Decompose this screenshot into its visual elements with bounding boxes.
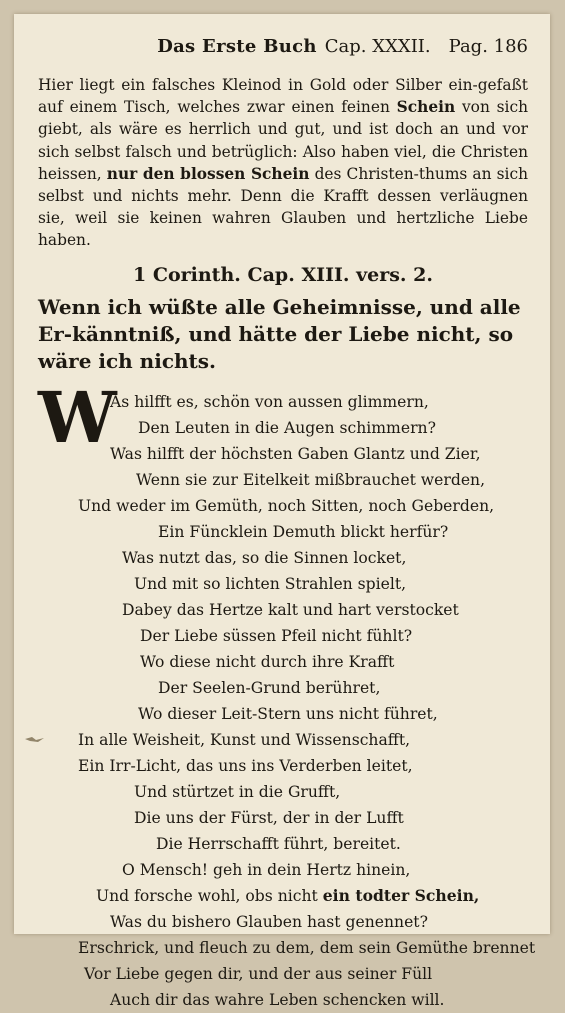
reference-text: 1 Corinth. Cap. XIII. vers. 2. [133, 263, 433, 286]
explanation-paragraph [38, 74, 528, 252]
prose-emphasis: nur den blossen Schein [106, 164, 310, 183]
poem-line [38, 753, 528, 779]
poem-line [38, 961, 528, 987]
prose-segment: Hier liegt ein falsches Kleinod in Gold oder Silber ein-gefaßt auf einem Tisch, welches zwar einen feinen [38, 76, 528, 117]
poem-line [38, 831, 528, 857]
poem-line [38, 467, 528, 493]
poem [38, 375, 536, 1013]
poem-line-text: Dabey das Hertze kalt und hart verstocket [122, 600, 459, 619]
poem-line-text: Der Liebe süssen Pfeil nicht fühlt? [140, 626, 413, 645]
poem-line [38, 701, 528, 727]
poem-line-text: Was hilfft der höchsten Gaben Glantz und Zier, [110, 444, 481, 463]
poem-line-text: As hilfft es, schön von aussen glimmern, [110, 392, 429, 411]
poem-line [38, 779, 528, 805]
poem-line-text: Die Herrschafft führt, bereitet. [156, 834, 401, 853]
poem-line [38, 727, 528, 753]
poem-line [38, 519, 528, 545]
poem-line-text: Auch dir das wahre Leben schencken will. [110, 990, 445, 1009]
drop-capital: W [38, 375, 117, 459]
poem-line-text: Und forsche wohl, obs nicht [96, 886, 323, 905]
poem-line-text: Und stürtzet in die Grufft, [134, 782, 341, 801]
poem-line [38, 545, 528, 571]
poem-line [38, 675, 528, 701]
poem-line [38, 883, 528, 909]
running-header [38, 36, 528, 66]
poem-line-text: Und weder im Gemüth, noch Sitten, noch Geberden, [78, 496, 495, 515]
poem-line-text: Wo dieser Leit-Stern uns nicht führet, [138, 704, 438, 723]
poem-line [38, 493, 528, 519]
bible-reference [38, 264, 528, 292]
paper-sheet [14, 14, 550, 1009]
poem-line-text: Ein Füncklein Demuth blickt herfür? [158, 522, 449, 541]
scripture-motto: Wenn ich wüßte alle Geheimnisse, und alle Er-känntniß, und hätte der Liebe nicht, so wäre ich nichts. [38, 294, 521, 373]
poem-line-text: Den Leuten in die Augen schimmern? [138, 418, 436, 437]
poem-line [38, 935, 536, 961]
poem-line-text: O Mensch! geh in dein Hertz hinein, [122, 860, 411, 879]
page-number: Pag. 186 [448, 36, 528, 57]
poem-line [38, 649, 528, 675]
poem-line [38, 623, 528, 649]
poem-line-text: Was du bishero Glauben hast genennet? [110, 912, 428, 931]
ink-blot-mark [24, 734, 46, 744]
prose-segment: von sich giebt, als wäre es herrlich und gut, und ist doch an und vor sich selbst falsch und betrüglich: Also haben viel, die Christen heissen, [38, 98, 528, 183]
poem-line-emphasis: ein todter Schein, [322, 885, 480, 905]
poem-line [38, 987, 528, 1013]
prose-segment: des Christen-thums an sich selbst und nichts mehr. Denn die Krafft dessen verläugnen sie, weil sie keinen wahren Glauben und hertzliche Liebe haben. [38, 164, 528, 250]
book-title: Das Erste Buch [157, 36, 317, 57]
poem-line-text: Erschrick, und fleuch zu dem, dem sein Gemüthe brennet [78, 938, 536, 957]
poem-line-text: Ein Irr-Licht, das uns ins Verderben leitet, [78, 756, 413, 775]
poem-line [38, 571, 528, 597]
poem-line [38, 909, 528, 935]
poem-line [38, 857, 528, 883]
poem-line-text: Und mit so lichten Strahlen spielt, [134, 574, 407, 593]
poem-line [38, 805, 528, 831]
poem-line-text: Wo diese nicht durch ihre Krafft [140, 652, 395, 671]
prose-emphasis: Schein [396, 98, 456, 117]
poem-line-text: Was nutzt das, so die Sinnen locket, [122, 548, 407, 567]
chapter-number: Cap. XXXII. [324, 36, 431, 57]
poem-line-text: Vor Liebe gegen dir, und der aus seiner Füll [84, 964, 433, 983]
poem-line-text: Die uns der Fürst, der in der Lufft [134, 808, 404, 827]
page-content [38, 36, 536, 1013]
poem-line-text: In alle Weisheit, Kunst und Wissenschafft, [78, 730, 411, 749]
poem-line-text: Der Seelen-Grund berühret, [158, 678, 381, 697]
poem-line-text: Wenn sie zur Eitelkeit mißbrauchet werden, [136, 470, 486, 489]
poem-line [38, 597, 528, 623]
